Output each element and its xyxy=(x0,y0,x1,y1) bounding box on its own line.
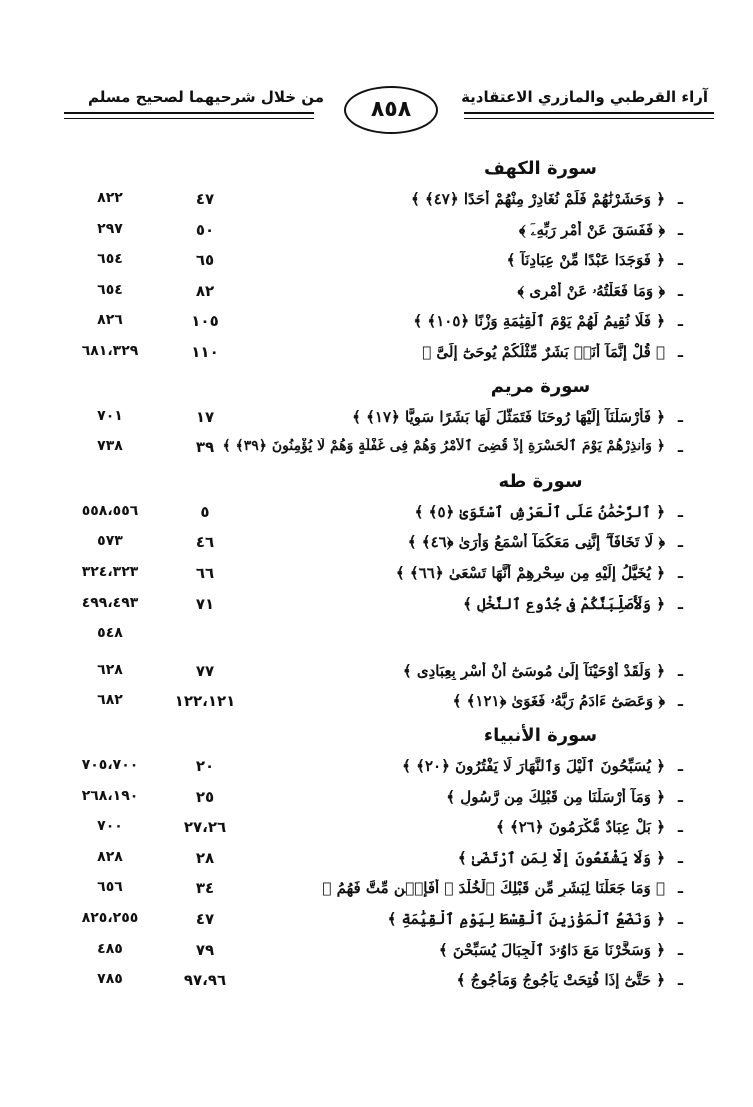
page-header xyxy=(64,84,714,140)
page-references: ٧٠٥،٧٠٠ xyxy=(81,757,139,773)
page-references: ٥٥٨،٥٥٦ xyxy=(81,502,139,519)
ayah-number: ٥ xyxy=(200,502,210,521)
verse-text: ﴿ وَسَخَّرْنَا مَعَ دَاوُۥدَ ٱلْجِبَالَ يُسَبِّحْنَ ﴾ xyxy=(438,940,665,959)
verse-text: ﴿ فَلَا نُقِيمُ لَهُمْ يَوْمَ ٱلْقِيَٰمَةِ وَزْنًا ﴿١٠٥﴾ ﴾ xyxy=(413,312,665,331)
index-row xyxy=(0,757,753,787)
verse-text: ﴿ وَلَقَدْ أَوْحَيْنَآ إِلَىٰ مُوسَىٰٓ أَنْ أَسْرِ بِعِبَادِى ﴾ xyxy=(402,661,665,680)
row-dash: ـ xyxy=(677,220,683,239)
row-dash: ـ xyxy=(677,787,683,806)
row-dash: ـ xyxy=(677,661,683,680)
page-references: ٢٦٨،١٩٠ xyxy=(81,787,139,804)
page-references: ٨٢٦ xyxy=(97,312,123,329)
row-dash: ـ xyxy=(677,910,683,928)
index-row xyxy=(0,503,753,533)
row-dash: ـ xyxy=(677,190,683,208)
index-row xyxy=(0,910,753,940)
ayah-number: ٨٢ xyxy=(195,281,215,300)
header-rule-left xyxy=(64,112,314,114)
verse-text: ﴿ وَنَضَعُ ٱلْمَوَٰزِينَ ٱلْقِسْطَ لِيَوْمِ ٱلْقِيَٰمَةِ ﴾ xyxy=(387,910,665,928)
page-references: ٦٥٤ xyxy=(97,251,123,268)
row-dash: ـ xyxy=(677,533,683,552)
row-dash: ـ xyxy=(677,757,683,775)
ayah-number: ٢٧،٢٦ xyxy=(183,818,227,837)
header-subtitle: من خلال شرحيهما لصحيح مسلم xyxy=(88,88,325,106)
row-dash: ـ xyxy=(677,879,683,898)
verse-text: ﴿ يُخَيَّلُ إِلَيْهِ مِن سِحْرِهِمْ أَنَّهَا تَسْعَىٰ ﴿٦٦﴾ ﴾ xyxy=(395,564,665,582)
verse-text: ﴿ يُسَبِّحُونَ ٱلَّيْلَ وَٱلنَّهَارَ لَا يَفْتُرُونَ ﴿٢٠﴾ ﴾ xyxy=(402,757,665,775)
header-book-title: آراء القرطبي والمازري الاعتقادية xyxy=(461,88,708,106)
row-dash: ـ xyxy=(677,940,683,959)
index-row xyxy=(0,849,753,879)
ayah-number: ٢٠ xyxy=(195,757,215,775)
ayah-number: ٤٦ xyxy=(195,533,215,552)
index-row xyxy=(0,282,753,312)
page-number: ٨٥٨ xyxy=(344,86,438,134)
index-row xyxy=(0,971,753,1001)
verse-text: ﴿ بَلْ عِبَادٌ مُّكْرَمُونَ ﴿٢٦﴾ ﴾ xyxy=(495,818,665,837)
row-dash: ـ xyxy=(677,564,683,582)
sura-title: سورة الأنبياء xyxy=(483,725,598,746)
ayah-number: ٩٧،٩٦ xyxy=(183,971,227,990)
verse-text: ﴿ وَعَصَىٰٓ ءَادَمُ رَبَّهُۥ فَغَوَىٰ ﴿١٢١﴾ ﴾ xyxy=(452,692,665,711)
index-row xyxy=(0,408,753,438)
header-rule-right xyxy=(464,112,714,114)
verse-text: ﴿ فَفَسَقَ عَنْ أَمْرِ رَبِّهِۦٓ ﴾ xyxy=(518,220,665,239)
index-row xyxy=(0,251,753,281)
index-row xyxy=(0,533,753,563)
index-row xyxy=(0,221,753,251)
verse-text: ﴿ وَحَشَرْنَٰهُمْ فَلَمْ نُغَادِرْ مِنْهُمْ أَحَدًا ﴿٤٧﴾ ﴾ xyxy=(410,190,665,208)
ayah-number: ٣٤ xyxy=(195,879,215,898)
page-references: ٨٢٨ xyxy=(97,848,123,865)
verse-text: ﴿ وَلَا يَشْفَعُونَ إِلَّا لِمَنِ ٱرْتَضَىٰ ﴾ xyxy=(457,848,665,867)
ayah-number: ١٧ xyxy=(195,407,215,426)
verse-text: ﴿ وَأَنذِرْهُمْ يَوْمَ ٱلْحَسْرَةِ إِذْ قُضِىَ ٱلْأَمْرُ وَهُمْ فِى غَفْلَةٍ وَهُمْ لَا يُؤْمِنُونَ ﴿٣٩﴾ ﴾ xyxy=(222,438,665,455)
verse-text: ﴿ وَلَأُصَلِّبَنَّكُمْ فِى جُذُوعِ ٱلنَّخْلِ ﴾ xyxy=(463,594,665,613)
page-references: ٧٨٥ xyxy=(97,971,123,988)
page-references: ٧٠١ xyxy=(97,407,123,424)
index-row xyxy=(0,818,753,848)
index-row xyxy=(0,595,753,625)
verse-text: ﴿ وَمَا جَعَلْنَا لِبَشَرٍ مِّن قَبْلِكَ ٱلْخُلْدَ ۖ أَفَإِي۟ن مِّتَّ فَهُمُ ﴾ xyxy=(322,879,665,898)
verse-text: ﴿ حَتَّىٰٓ إِذَا فُتِحَتْ يَأْجُوجُ وَمَأْجُوجُ ﴾ xyxy=(456,971,665,990)
page-references: ٧٠٠ xyxy=(97,818,123,835)
page-references: ٧٣٨ xyxy=(97,438,123,455)
ayah-number: ٧٧ xyxy=(195,661,215,680)
index-row xyxy=(0,625,753,655)
verse-text: ﴿ ٱلرَّحْمَٰنُ عَلَى ٱلْعَرْشِ ٱسْتَوَىٰ ﴿٥﴾ ﴾ xyxy=(414,502,665,521)
row-dash: ـ xyxy=(677,818,683,837)
ayah-number: ٢٨ xyxy=(195,848,215,867)
index-row xyxy=(0,438,753,468)
page-references: ٥٤٨ xyxy=(97,625,123,642)
ayah-number: ٦٦ xyxy=(195,564,215,582)
row-dash: ـ xyxy=(677,312,683,331)
index-row xyxy=(0,692,753,722)
page-references: ٣٢٤،٣٢٣ xyxy=(81,564,139,580)
row-dash: ـ xyxy=(677,343,683,361)
sura-title: سورة مريم xyxy=(490,375,591,397)
sura-title: سورة طه xyxy=(498,470,583,492)
index-row xyxy=(0,564,753,594)
verse-text: ﴿ فَأَرْسَلْنَآ إِلَيْهَا رُوحَنَا فَتَمَثَّلَ لَهَا بَشَرًا سَوِيًّا ﴿١٧﴾ ﴾ xyxy=(352,407,665,426)
row-dash: ـ xyxy=(677,594,683,613)
index-row xyxy=(0,343,753,373)
page-references: ٦٢٨ xyxy=(97,661,123,678)
index-row xyxy=(0,312,753,342)
page-references: ٦٥٦ xyxy=(97,879,123,896)
ayah-number: ١٢٢،١٢١ xyxy=(174,692,236,711)
index-row xyxy=(0,662,753,692)
header-rule-left-thin xyxy=(64,118,314,119)
row-dash: ـ xyxy=(677,251,683,270)
index-row xyxy=(0,788,753,818)
page-references: ٤٩٩،٤٩٣ xyxy=(81,594,139,611)
page-references: ٦٨٢ xyxy=(97,692,123,709)
verse-text: ﴿ وَمَآ أَرْسَلْنَا مِن قَبْلِكَ مِن رَّسُولٍ ﴾ xyxy=(446,787,665,806)
ayah-number: ٧٩ xyxy=(195,940,215,959)
row-dash: ـ xyxy=(677,438,683,457)
ayah-number: ١١٠ xyxy=(191,343,219,361)
row-dash: ـ xyxy=(677,971,683,990)
verse-text: ﴿ فَوَجَدَا عَبْدًا مِّنْ عِبَادِنَآ ﴾ xyxy=(506,251,665,270)
verse-text: ﴿ قُلْ إِنَّمَآ أَنَا۠ بَشَرٌ مِّثْلُكُمْ يُوحَىٰٓ إِلَىَّ ﴾ xyxy=(422,343,665,361)
sura-title: سورة الكهف xyxy=(484,158,597,179)
ayah-number: ٢٥ xyxy=(195,787,215,806)
ayah-number: ١٠٥ xyxy=(191,312,219,331)
verse-text: ﴿ لَا تَخَافَآ ۖ إِنَّنِى مَعَكُمَآ أَسْمَعُ وَأَرَىٰ ﴿٤٦﴾ ﴾ xyxy=(407,533,665,552)
header-rule-right-thin xyxy=(464,118,714,119)
verse-text: ﴿ وَمَا فَعَلْتُهُۥ عَنْ أَمْرِى ﴾ xyxy=(517,281,665,300)
row-dash: ـ xyxy=(677,407,683,426)
ayah-number: ٤٧ xyxy=(195,190,215,208)
row-dash: ـ xyxy=(677,502,683,521)
ayah-number: ٦٥ xyxy=(195,251,215,270)
row-dash: ـ xyxy=(677,281,683,300)
page-references: ٦٨١،٣٢٩ xyxy=(81,343,139,359)
page-references: ٦٥٤ xyxy=(97,281,123,298)
row-dash: ـ xyxy=(677,692,683,711)
page-references: ٤٨٥ xyxy=(97,940,123,957)
page-references: ٢٩٧ xyxy=(97,220,123,237)
ayah-number: ٣٩ xyxy=(195,438,215,457)
index-row xyxy=(0,190,753,220)
ayah-number: ٥٠ xyxy=(195,220,215,239)
ayah-number: ٧١ xyxy=(195,594,215,613)
page-references: ٨٢٢ xyxy=(97,190,123,206)
ayah-number: ٤٧ xyxy=(195,910,215,928)
index-row xyxy=(0,941,753,971)
index-row xyxy=(0,879,753,909)
page-references: ٥٧٣ xyxy=(97,533,123,550)
row-dash: ـ xyxy=(677,848,683,867)
page-references: ٨٢٥،٢٥٥ xyxy=(81,910,139,926)
